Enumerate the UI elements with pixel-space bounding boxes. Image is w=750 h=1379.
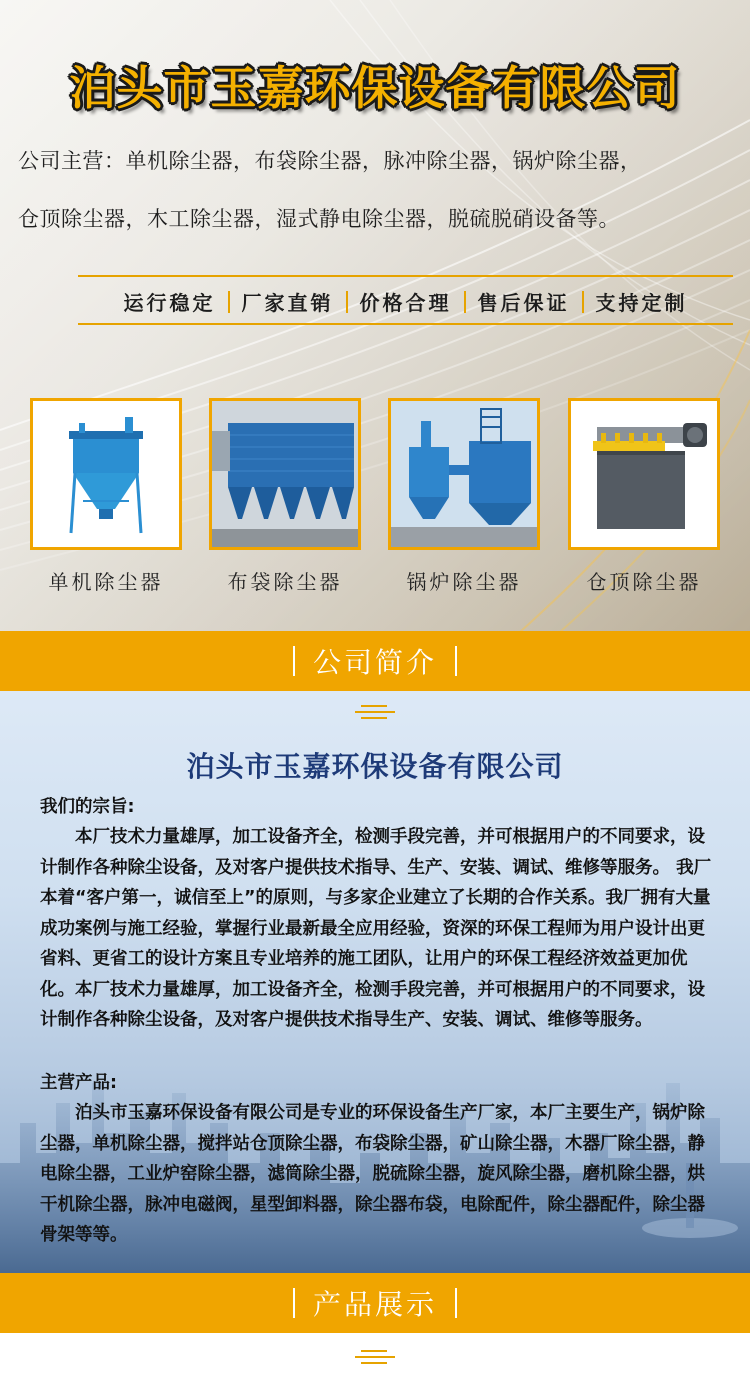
section-title-intro: 公司简介 bbox=[312, 646, 437, 679]
company-title: 泊头市玉嘉环保设备有限公司 bbox=[69, 61, 681, 115]
company-intro-section bbox=[0, 691, 750, 1273]
product-card-boiler[interactable] bbox=[388, 398, 540, 595]
bag-dust-collector-image[interactable] bbox=[209, 398, 361, 550]
purpose-paragraph: 本厂技术力量雄厚，加工设备齐全，检测手段完善，并可根据用户的不同要求，设计制作各种除尘设备，及对客户提供技术指导、生产、安装、调试、维修等服务。 我厂本着“客户第一，诚信至上”的原则，与多家企业建立了长期的合作关系。我厂拥有大量成功案例与施工经验，掌握行业最新最全应用经验，资深的环保工程师为用户设计出更省料、更省工的设计方案且专业培养的施工团队，让用户的环保工程经济效益更加优化。本厂技术力量雄厚，加工设备齐全，检测手段完善，并可根据用户的不同要求，设计制作各种除尘设备，及对客户提供技术指导生产、安装、调试、维修等服务。 bbox=[40, 827, 712, 1030]
feature-customization: 支持定制 bbox=[595, 291, 688, 315]
feature-rule-top bbox=[78, 275, 733, 277]
boiler-dust-collector-image[interactable] bbox=[388, 398, 540, 550]
feature-divider bbox=[346, 291, 348, 313]
feature-divider bbox=[228, 291, 230, 313]
feature-divider bbox=[582, 291, 584, 313]
section-header-products bbox=[0, 1273, 750, 1333]
product-card-single[interactable] bbox=[30, 398, 182, 595]
purpose-heading: 我们的宗旨: bbox=[40, 797, 135, 817]
product-label: 单机除尘器 bbox=[48, 570, 164, 594]
header-pipe-right bbox=[455, 1288, 457, 1318]
product-card-bag[interactable] bbox=[209, 398, 361, 595]
main-products-paragraph: 泊头市玉嘉环保设备有限公司是专业的环保设备生产厂家，本厂主要生产，锅炉除尘器，单机除尘器，搅拌站仓顶除尘器，布袋除尘器，矿山除尘器，木器厂除尘器，静电除尘器，工业炉窑除尘器，滤筒除尘器，脱硫除尘器，旋风除尘器，磨机除尘器，烘干机除尘器，脉冲电磁阀，星型卸料器，除尘器布袋，电除配件，除尘器配件，除尘器骨架等等。 bbox=[40, 1103, 705, 1245]
product-gallery bbox=[30, 398, 720, 594]
hero-banner bbox=[0, 0, 750, 632]
about-company-name: 泊头市玉嘉环保设备有限公司 bbox=[186, 750, 564, 783]
feature-rule-bottom bbox=[78, 323, 733, 325]
feature-strip bbox=[78, 287, 733, 316]
product-label: 锅炉除尘器 bbox=[406, 570, 522, 594]
business-scope-line1: 公司主营：单机除尘器，布袋除尘器，脉冲除尘器，锅炉除尘器， bbox=[18, 149, 642, 173]
section-title-products: 产品展示 bbox=[312, 1288, 437, 1321]
feature-after-sales: 售后保证 bbox=[477, 291, 570, 315]
business-scope-line2: 仓顶除尘器，木工除尘器，湿式静电除尘器，脱硫脱硝设备等。 bbox=[18, 207, 620, 231]
single-dust-collector-image[interactable] bbox=[30, 398, 182, 550]
silo-top-dust-collector-image[interactable] bbox=[568, 398, 720, 550]
feature-divider bbox=[464, 291, 466, 313]
feature-fair-price: 价格合理 bbox=[359, 291, 452, 315]
section-divider-ornament bbox=[355, 1348, 395, 1368]
product-label: 布袋除尘器 bbox=[227, 570, 343, 594]
header-pipe-right bbox=[455, 646, 457, 676]
product-card-silo[interactable] bbox=[568, 398, 720, 595]
feature-direct-sale: 厂家直销 bbox=[241, 291, 334, 315]
section-divider-ornament bbox=[355, 703, 395, 723]
main-products-heading: 主营产品: bbox=[40, 1073, 117, 1093]
section-header-intro bbox=[0, 631, 750, 691]
feature-stable: 运行稳定 bbox=[123, 291, 216, 315]
product-label: 仓顶除尘器 bbox=[586, 570, 702, 594]
